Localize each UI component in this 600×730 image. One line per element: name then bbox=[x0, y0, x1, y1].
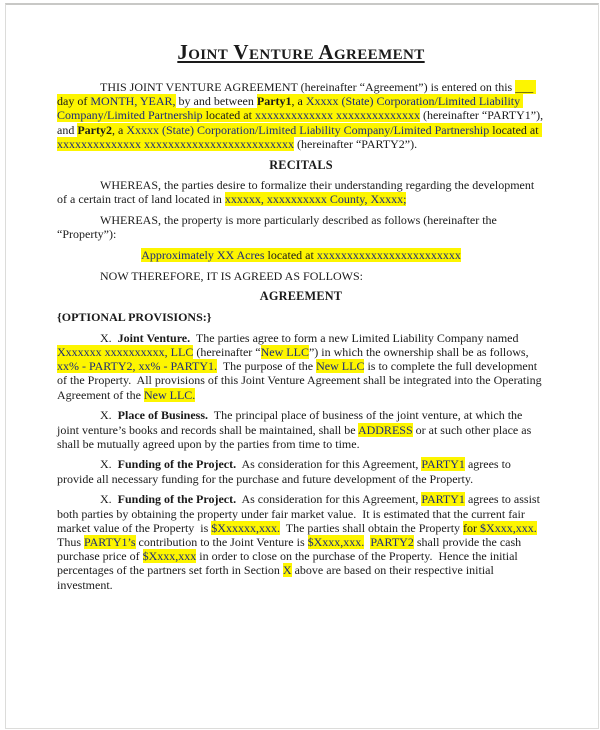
section-funding-2 bbox=[57, 492, 545, 591]
highlighted-text: xxxxxxxxxxxxxxxxxxxxxxxx bbox=[316, 248, 461, 263]
highlighted-text: Party2 bbox=[77, 122, 112, 137]
recitals-heading bbox=[57, 158, 545, 172]
text-run: is to complete the full development of the Property. All provisions of this Joint Venture Agreement shall be integrated into the Operating Agreement of the bbox=[57, 359, 544, 402]
text-run: As consideration for this Agreement, bbox=[236, 492, 422, 507]
highlighted-text: ___ day of bbox=[57, 80, 537, 109]
agreement-heading bbox=[57, 289, 545, 303]
highlighted-text: , a bbox=[111, 122, 127, 137]
text-run: X. bbox=[100, 457, 118, 472]
text-run: by and between bbox=[175, 94, 257, 109]
optional-provisions bbox=[57, 310, 545, 324]
text-run: X. bbox=[100, 330, 118, 345]
section-place-of-business bbox=[57, 408, 545, 451]
text-run: agrees to provide all necessary funding for the purchase and future development of the Property. bbox=[57, 457, 514, 486]
text-run: (hereinafter “PARTY1”), and bbox=[57, 108, 547, 137]
text-run: The parties shall obtain the Property bbox=[279, 520, 464, 535]
highlighted-text: $Xxxx,xxx bbox=[142, 549, 197, 564]
highlighted-text: $Xxxxxx,xxx. bbox=[211, 520, 280, 535]
highlighted-text: located at bbox=[489, 122, 542, 137]
text-run: As consideration for this Agreement, bbox=[236, 457, 422, 472]
text-run: The parties agree to form a new Limited Liability Company named bbox=[190, 330, 522, 345]
text-run: AGREEMENT bbox=[259, 289, 343, 304]
text-run: X. bbox=[100, 492, 118, 507]
highlighted-text: PARTY1 bbox=[421, 492, 465, 507]
text-run: Place of Business. bbox=[117, 408, 209, 423]
text-run: in order to close on the purchase of the Property. Hence the initial percentages of the partners set forth in Section bbox=[57, 549, 521, 578]
highlighted-text: Party1 bbox=[256, 94, 292, 109]
property-description bbox=[57, 248, 545, 262]
text-run: The principal place of business of the joint venture, at which the joint venture’s books and records shall be maintained, shall be bbox=[57, 408, 526, 437]
text-run: The purpose of the bbox=[217, 359, 317, 374]
highlighted-text: $Xxxx,xxx. bbox=[480, 520, 537, 535]
opening-paragraph bbox=[57, 80, 545, 151]
highlighted-text: New LLC bbox=[260, 345, 309, 360]
highlighted-text: xxxxxx, xxxxxxxxxx County, Xxxxx; bbox=[224, 192, 407, 207]
highlighted-text: New LLC. bbox=[143, 387, 196, 402]
highlighted-text: PARTY1’s bbox=[84, 534, 136, 549]
highlighted-text: Xxxxxxx xxxxxxxxxx, LLC bbox=[57, 345, 194, 360]
text-run: or at such other place as shall be mutually agreed upon by the parties from time to time. bbox=[57, 422, 535, 451]
highlighted-text: xxxxxxxxxxxxxx xxxxxxxxxxxxxxxxxxxxxxxxx bbox=[57, 136, 294, 151]
highlighted-text: located at bbox=[264, 248, 317, 263]
highlighted-text: Xxxxx (State) Corporation/Limited Liability Company/Limited Partnership bbox=[126, 122, 490, 137]
text-run: WHEREAS, the property is more particularly described as follows (hereinafter the “Property”): bbox=[57, 213, 500, 242]
text-run: Joint Venture. bbox=[117, 330, 191, 345]
highlighted-text: , a bbox=[291, 94, 306, 109]
text-run: RECITALS bbox=[269, 157, 333, 172]
text-run: WHEREAS, the parties desire to formalize their understanding regarding the development of a certain tract of land located in bbox=[57, 178, 538, 207]
text-run: Thus bbox=[57, 520, 543, 549]
highlighted-text: $Xxxx,xxx. bbox=[307, 534, 365, 549]
text-run: Funding of the Project. bbox=[117, 457, 237, 472]
highlighted-text: X bbox=[282, 563, 292, 578]
text-run: above are based on their respective initial investment. bbox=[57, 563, 497, 592]
highlighted-text: Xxxxx (State) Corporation/Limited Liability Company/Limited Partnership bbox=[57, 94, 524, 123]
document-body bbox=[57, 80, 545, 592]
text-run: THIS JOINT VENTURE AGREEMENT (hereinafter “Agreement”) is entered on this bbox=[100, 80, 516, 94]
highlighted-text: xxxxxxxxxxxxx xxxxxxxxxxxxxx bbox=[254, 108, 420, 123]
highlighted-text: located at bbox=[202, 108, 255, 123]
highlighted-text: PARTY1 bbox=[421, 457, 465, 472]
now-therefore bbox=[57, 269, 545, 283]
whereas-property bbox=[57, 213, 545, 241]
highlighted-text: PARTY2 bbox=[370, 534, 414, 549]
highlighted-text: ADDRESS bbox=[357, 422, 413, 437]
section-joint-venture bbox=[57, 331, 545, 402]
section-funding-1 bbox=[57, 457, 545, 485]
text-run: ”) in which the ownership shall be as follows, bbox=[308, 345, 532, 360]
text-run: NOW THEREFORE, IT IS AGREED AS FOLLOWS: bbox=[100, 268, 364, 283]
text-run: (hereinafter “PARTY2”). bbox=[294, 136, 418, 151]
highlighted-text: for bbox=[463, 520, 481, 535]
text-run: agrees to assist both parties by obtaining the property under fair market value. It is estimated that the current fair market value of the Property is bbox=[57, 492, 543, 535]
whereas-development bbox=[57, 178, 545, 206]
text-run: (hereinafter “ bbox=[193, 345, 261, 360]
highlighted-text: New LLC bbox=[316, 359, 365, 374]
highlighted-text: xx% - PARTY2, xx% - PARTY1. bbox=[57, 359, 218, 374]
text-run: Funding of the Project. bbox=[117, 492, 237, 507]
highlighted-text: MONTH, YEAR, bbox=[90, 94, 176, 109]
text-run: shall provide the cash purchase price of bbox=[57, 534, 525, 564]
document-title: Joint Venture Agreement bbox=[177, 40, 425, 64]
text-run: X. bbox=[100, 408, 118, 423]
text-run: contribution to the Joint Venture is bbox=[135, 534, 308, 549]
highlighted-text: Approximately XX Acres bbox=[141, 248, 265, 263]
text-run: {OPTIONAL PROVISIONS:} bbox=[57, 310, 212, 325]
